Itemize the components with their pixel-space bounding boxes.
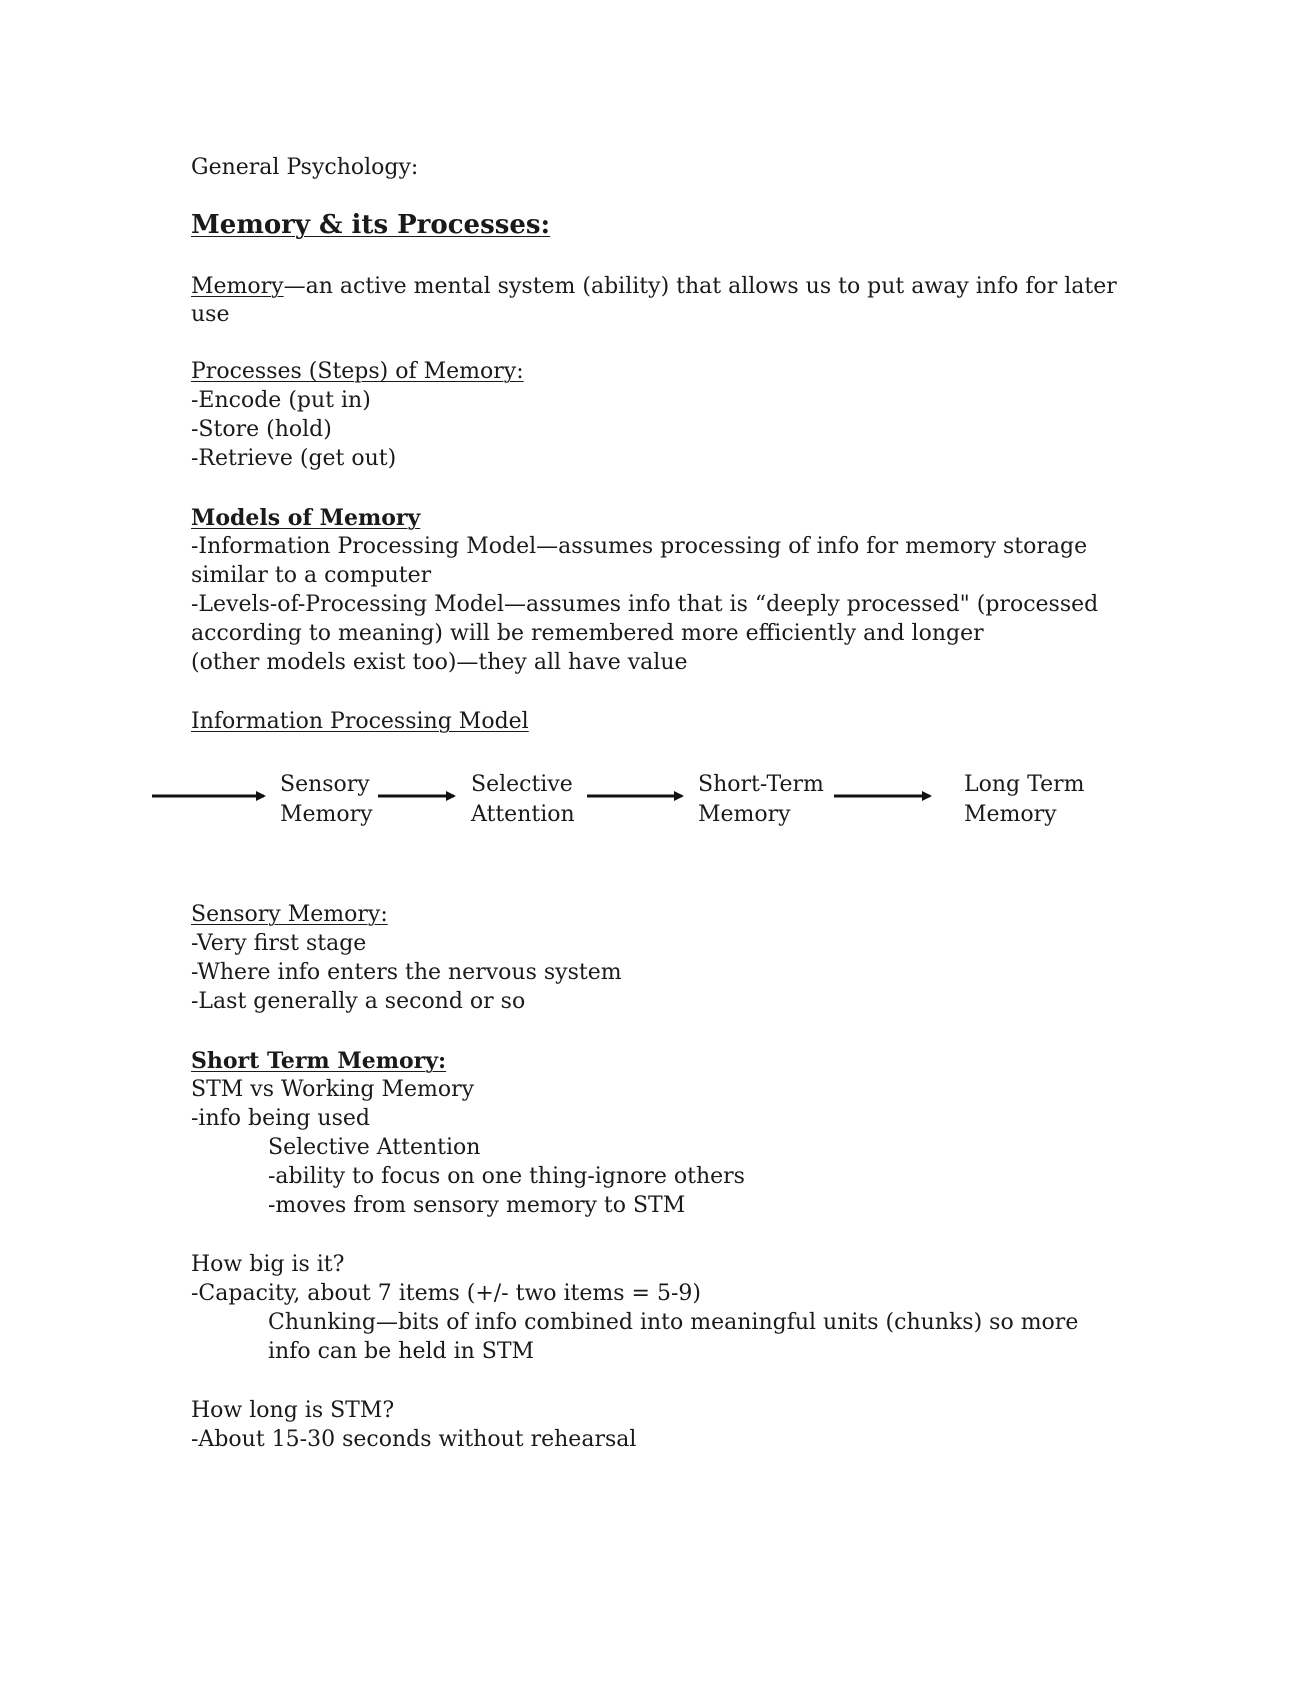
models-line: similar to a computer bbox=[191, 563, 432, 588]
capacity-line: -Capacity, about 7 items (+/- two items = 5-9) bbox=[191, 1281, 701, 1306]
chunking-line: Chunking—bits of info combined into meaningful units (chunks) so more bbox=[268, 1310, 1079, 1335]
chunking-line: info can be held in STM bbox=[268, 1339, 535, 1364]
models-line: according to meaning) will be remembered more efficiently and longer bbox=[191, 621, 984, 646]
process-item: -Store (hold) bbox=[191, 417, 332, 442]
stm-sub-item: -moves from sensory memory to STM bbox=[268, 1193, 686, 1218]
models-line: (other models exist too)—they all have value bbox=[191, 650, 688, 675]
flow-stage-sensory bbox=[280, 770, 373, 830]
flow-stage-line: Long Term bbox=[964, 772, 1085, 797]
sensory-heading: Sensory Memory: bbox=[191, 902, 388, 927]
flow-stage-line: Memory bbox=[964, 802, 1057, 827]
stm-sub-heading: Selective Attention bbox=[268, 1135, 481, 1160]
flow-stage-line: Memory bbox=[280, 802, 373, 827]
flow-stage-line: Selective bbox=[471, 772, 573, 797]
sensory-item: -Where info enters the nervous system bbox=[191, 960, 622, 985]
models-heading: Models of Memory bbox=[191, 505, 421, 531]
definition-term: Memory bbox=[191, 274, 284, 299]
process-item: -Encode (put in) bbox=[191, 388, 371, 413]
models-line: -Information Processing Model—assumes processing of info for memory storage bbox=[191, 534, 1088, 559]
duration-question: How long is STM? bbox=[191, 1398, 395, 1423]
ipm-heading: Information Processing Model bbox=[191, 709, 529, 734]
process-item: -Retrieve (get out) bbox=[191, 446, 397, 471]
sensory-item: -Very first stage bbox=[191, 931, 367, 956]
stm-line: -info being used bbox=[191, 1106, 370, 1131]
flow-stage-short-term bbox=[698, 770, 824, 830]
flow-stage-line: Attention bbox=[471, 802, 575, 827]
flow-stage-line: Sensory bbox=[280, 772, 370, 797]
sensory-item: -Last generally a second or so bbox=[191, 989, 526, 1014]
flow-stage-line: Memory bbox=[698, 802, 791, 827]
capacity-question: How big is it? bbox=[191, 1252, 345, 1277]
flow-stage-long-term bbox=[964, 770, 1084, 830]
processes-heading: Processes (Steps) of Memory: bbox=[191, 359, 524, 384]
stm-heading: Short Term Memory: bbox=[191, 1048, 447, 1074]
page-title: Memory & its Processes: bbox=[191, 210, 551, 240]
duration-line: -About 15-30 seconds without rehearsal bbox=[191, 1427, 637, 1452]
definition-line-2: use bbox=[191, 302, 230, 327]
course-name: General Psychology: bbox=[191, 155, 419, 180]
stm-line: STM vs Working Memory bbox=[191, 1077, 475, 1102]
definition-text: —an active mental system (ability) that allows us to put away info for later bbox=[283, 274, 1117, 299]
flow-stage-selective-attention bbox=[471, 770, 575, 830]
models-line: -Levels-of-Processing Model—assumes info that is “deeply processed" (processed bbox=[191, 592, 1099, 617]
stm-sub-item: -ability to focus on one thing-ignore others bbox=[268, 1164, 745, 1189]
flow-stage-line: Short-Term bbox=[698, 772, 824, 797]
